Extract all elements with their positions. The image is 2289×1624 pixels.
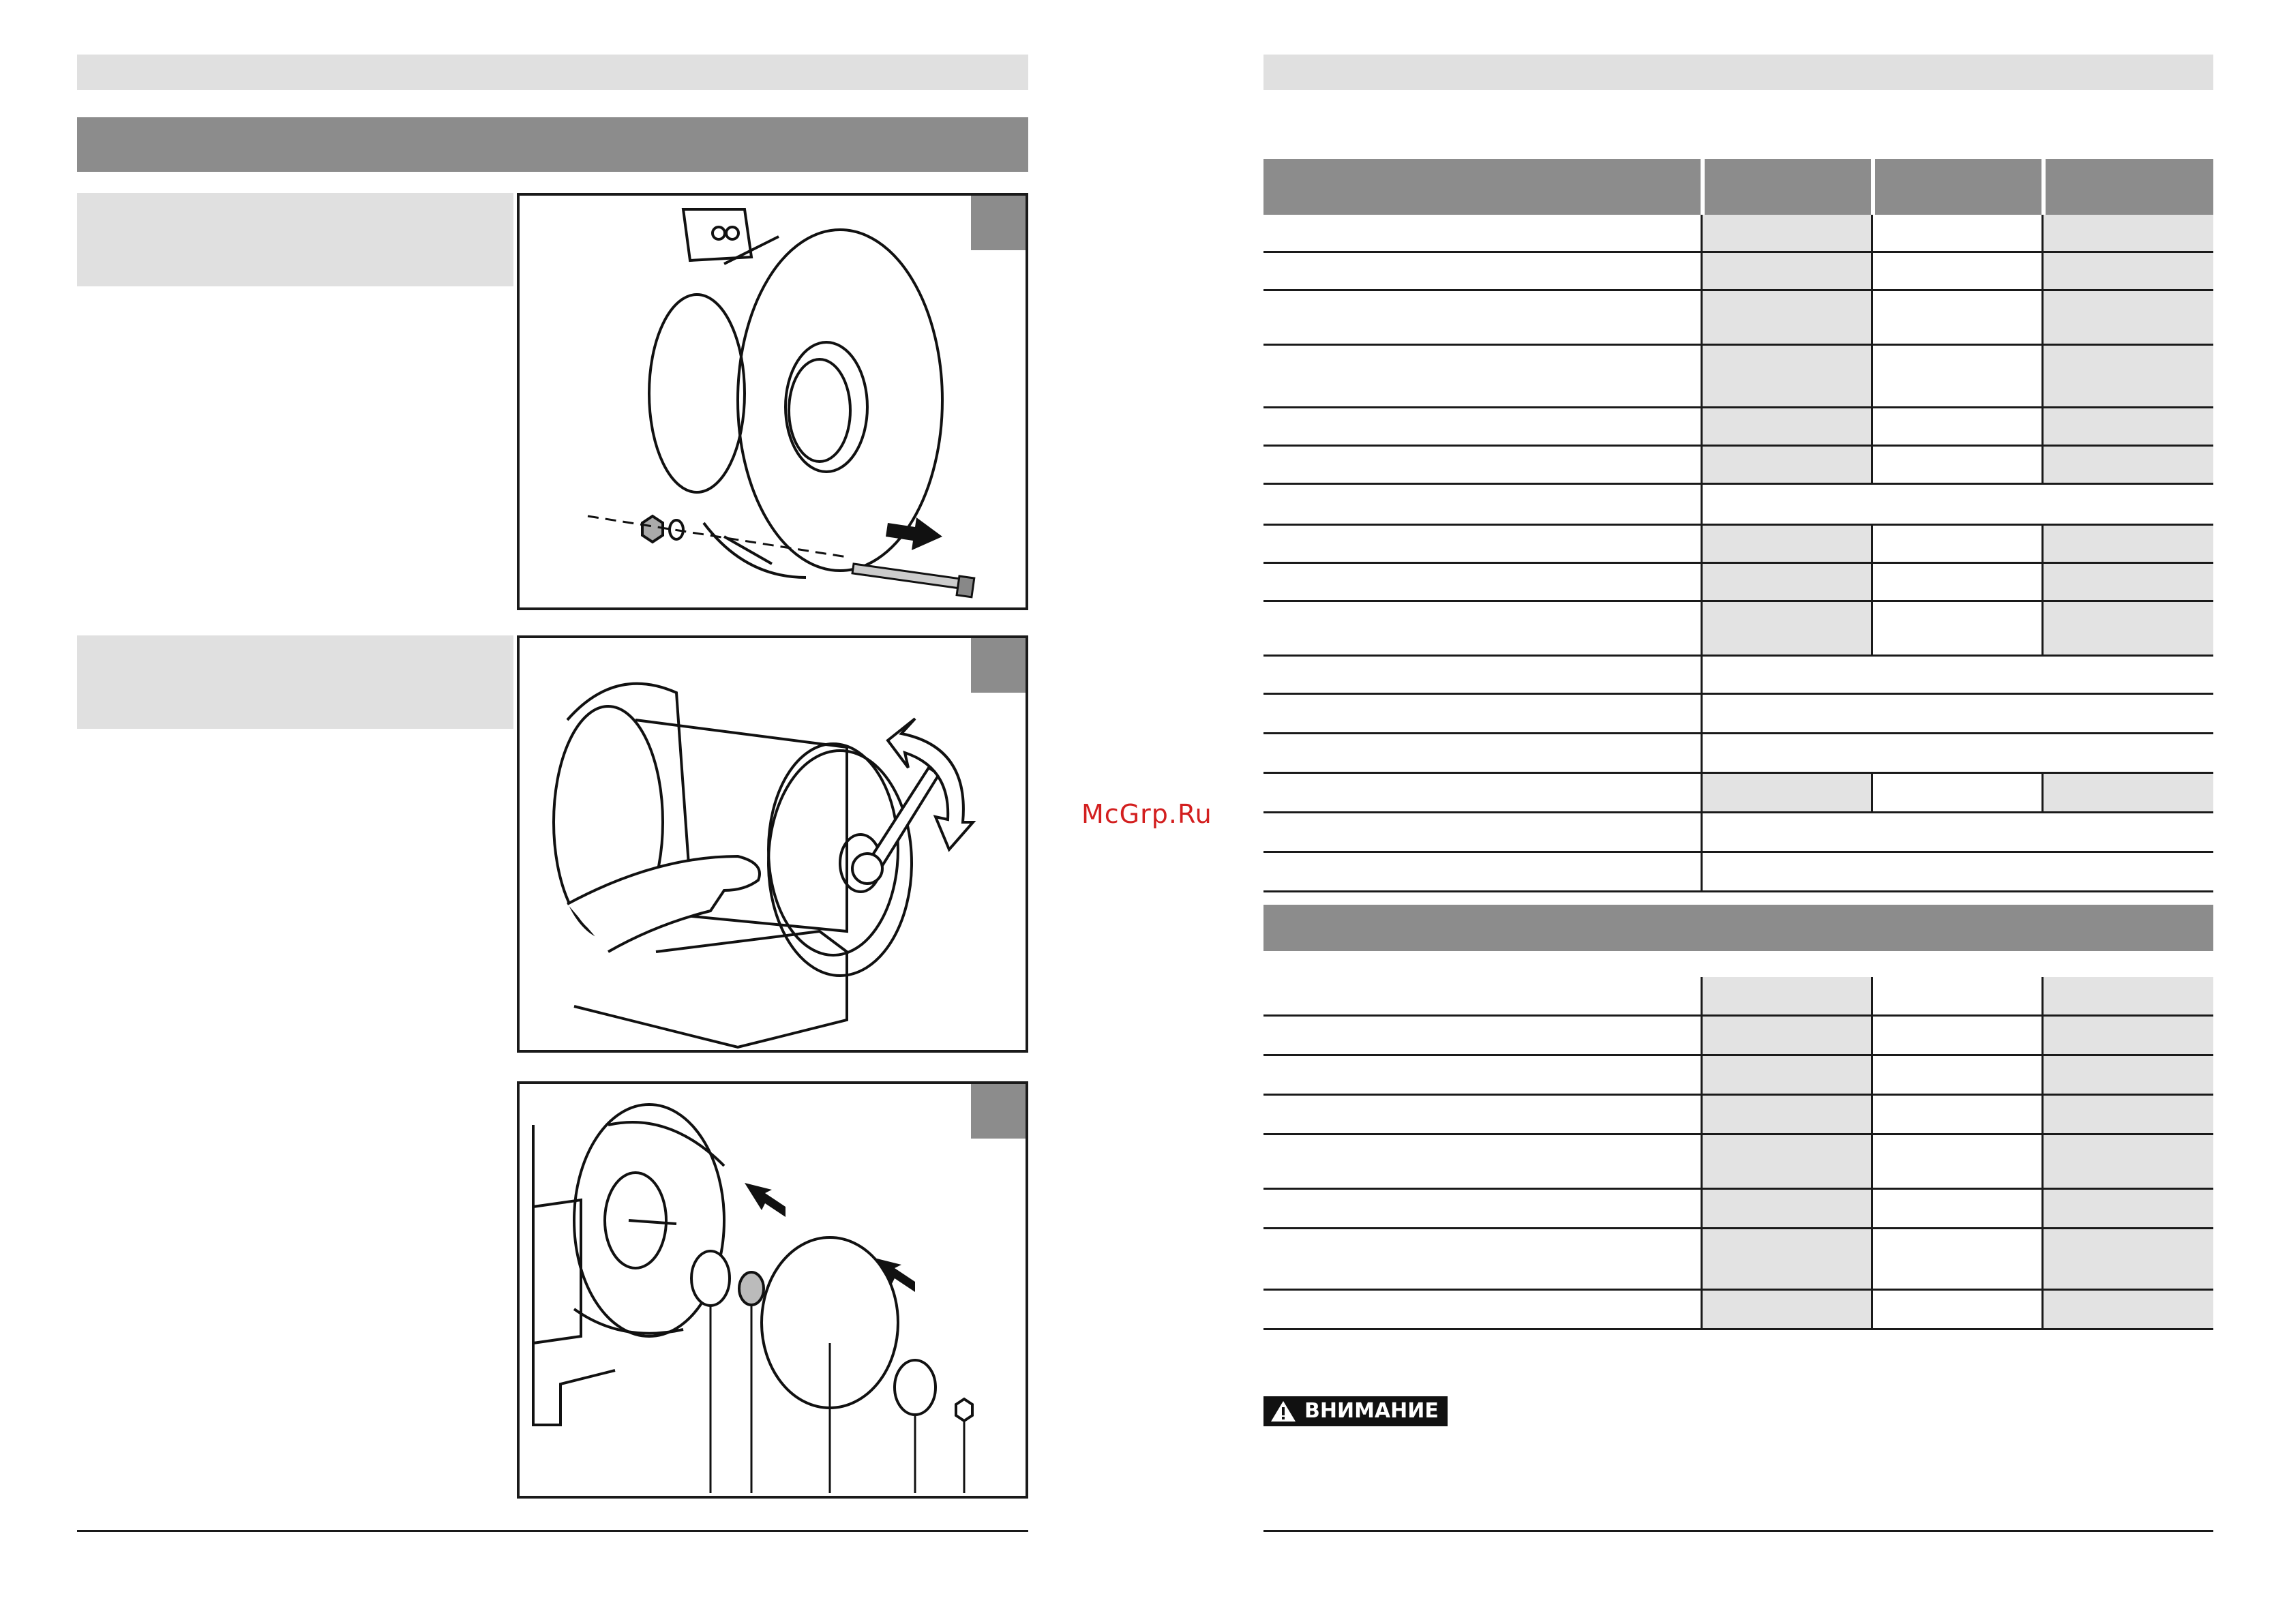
table-cell: [2041, 291, 2213, 344]
table-cell: [1701, 657, 2213, 693]
table-cell: [2041, 602, 2213, 655]
table-cell: [1263, 695, 1701, 732]
table-cell: [1263, 253, 1701, 289]
grinder-icon: [520, 638, 1026, 1050]
flange-icon: [691, 1251, 730, 1306]
table-row: [1263, 215, 2213, 253]
table-row: [1263, 253, 2213, 291]
table-row: [1263, 408, 2213, 447]
header-cell: [1263, 159, 1701, 215]
table-cell: [1871, 1135, 2041, 1188]
table-cell: [1263, 1017, 1701, 1054]
table-section-bar: [1263, 905, 2213, 951]
table-cell: [1871, 291, 2041, 344]
table-cell: [1701, 526, 1871, 562]
table-row: [1263, 813, 2213, 853]
bushing-icon: [739, 1272, 764, 1305]
table-row: [1263, 1291, 2213, 1330]
table-cell: [1871, 1229, 2041, 1289]
table-cell: [1871, 1190, 2041, 1227]
hand-icon: [567, 856, 760, 952]
table-cell: [1263, 215, 1701, 251]
figure-wheel-assembly: [517, 1081, 1028, 1499]
table-cell: [1871, 346, 2041, 406]
washer-icon: [895, 1360, 936, 1415]
table-cell: [2041, 408, 2213, 445]
table-cell: [1871, 526, 2041, 562]
table-cell: [2041, 1056, 2213, 1094]
table-cell: [1263, 774, 1701, 811]
table-cell: [2041, 215, 2213, 251]
table-row: [1263, 734, 2213, 774]
table-row: [1263, 526, 2213, 564]
table-cell: [1701, 1056, 1871, 1094]
table-row: [1263, 346, 2213, 408]
table-cell: [2041, 1291, 2213, 1328]
table-cell: [1263, 977, 1701, 1014]
header-cell: [1871, 159, 2041, 215]
table-row: [1263, 447, 2213, 485]
nut-icon: [956, 1399, 972, 1421]
table-cell: [1701, 447, 1871, 483]
table-cell: [1263, 485, 1701, 524]
table-cell: [2041, 447, 2213, 483]
table-cell: [1263, 657, 1701, 693]
table-cell: [2041, 526, 2213, 562]
warning-label: ВНИМАНИЕ: [1304, 1399, 1439, 1423]
table-cell: [1701, 695, 2213, 732]
figure-wheel-nut-loosening: [517, 635, 1028, 1053]
table-cell: [1871, 564, 2041, 600]
table-cell: [1701, 853, 2213, 890]
table-row: [1263, 695, 2213, 734]
right-page-header-bar: [1263, 55, 2213, 90]
table-row: [1263, 774, 2213, 813]
table-row: [1263, 1229, 2213, 1291]
table-cell: [1263, 602, 1701, 655]
table-cell: [2041, 1190, 2213, 1227]
table-row: [1263, 853, 2213, 892]
table-cell: [2041, 1135, 2213, 1188]
table-cell: [1263, 447, 1701, 483]
table-cell: [2041, 774, 2213, 811]
left-page-header-bar: [77, 55, 1028, 90]
table-cell: [1871, 447, 2041, 483]
table-cell: [1871, 253, 2041, 289]
table-cell: [1263, 1096, 1701, 1133]
table-cell: [1263, 1229, 1701, 1289]
table-row: [1263, 1056, 2213, 1096]
right-page-footer-rule: [1263, 1530, 2213, 1532]
table-cell: [1701, 977, 1871, 1014]
table-cell: [1871, 1056, 2041, 1094]
table-cell: [2041, 1229, 2213, 1289]
table-row: [1263, 1190, 2213, 1229]
table-cell: [1701, 291, 1871, 344]
table-cell: [1263, 526, 1701, 562]
table-row: [1263, 1135, 2213, 1190]
table-cell: [1701, 253, 1871, 289]
figure-guard-bolt-removal: [517, 193, 1028, 610]
warning-triangle-icon: [1270, 1400, 1296, 1422]
specifications-table: [1263, 159, 2213, 1338]
table-row: [1263, 977, 2213, 1017]
table-cell: [1263, 1190, 1701, 1227]
table-cell: [1871, 1291, 2041, 1328]
table-cell: [1871, 1017, 2041, 1054]
table-cell: [1701, 774, 1871, 811]
table-cell: [1701, 602, 1871, 655]
table-cell: [1701, 408, 1871, 445]
table-cell: [1701, 1291, 1871, 1328]
table-cell: [1701, 485, 2213, 524]
table-cell: [1701, 1135, 1871, 1188]
table-cell: [2041, 977, 2213, 1014]
header-cell: [2041, 159, 2213, 215]
table-cell: [1871, 215, 2041, 251]
arrow-left-icon: [745, 1183, 786, 1217]
table-cell: [2041, 346, 2213, 406]
table-cell: [1871, 774, 2041, 811]
table-cell: [1701, 813, 2213, 851]
bolt-icon: [852, 564, 974, 597]
left-section-title-bar: [77, 117, 1028, 172]
table-cell: [1263, 734, 1701, 772]
left-page-footer-rule: [77, 1530, 1028, 1532]
table-cell: [1263, 813, 1701, 851]
table-cell: [1263, 291, 1701, 344]
guard-icon: [520, 196, 1026, 607]
table-row: [1263, 291, 2213, 346]
table-cell: [1263, 408, 1701, 445]
table-row: [1263, 1017, 2213, 1056]
table-row: [1263, 1096, 2213, 1135]
table-cell: [1701, 346, 1871, 406]
table-header-row: [1263, 159, 2213, 215]
table-cell: [1263, 564, 1701, 600]
step-2-caption-box: [77, 635, 513, 729]
table-cell: [1871, 1096, 2041, 1133]
table-cell: [2041, 564, 2213, 600]
table-cell: [2041, 253, 2213, 289]
step-1-caption-box: [77, 193, 513, 286]
table-cell: [1701, 215, 1871, 251]
table-cell: [1701, 564, 1871, 600]
table-cell: [2041, 1017, 2213, 1054]
table-cell: [1263, 1135, 1701, 1188]
wrench-icon: [852, 768, 939, 884]
table-cell: [1871, 977, 2041, 1014]
nut-icon: [642, 516, 663, 542]
watermark-text: McGrp.Ru: [1081, 799, 1212, 829]
table-row: [1263, 485, 2213, 526]
table-row: [1263, 564, 2213, 602]
table-cell: [1701, 1017, 1871, 1054]
warning-badge: [1263, 1396, 1448, 1426]
table-cell: [1701, 1190, 1871, 1227]
table-cell: [1871, 602, 2041, 655]
table-row: [1263, 602, 2213, 657]
header-cell: [1701, 159, 1871, 215]
table-row: [1263, 657, 2213, 695]
table-cell: [1871, 408, 2041, 445]
table-cell: [1701, 1096, 1871, 1133]
table-cell: [1263, 853, 1701, 890]
table-cell: [1263, 1056, 1701, 1094]
table-cell: [1263, 1291, 1701, 1328]
table-cell: [1701, 1229, 1871, 1289]
table-cell: [1701, 734, 2213, 772]
table-cell: [1263, 346, 1701, 406]
table-cell: [2041, 1096, 2213, 1133]
